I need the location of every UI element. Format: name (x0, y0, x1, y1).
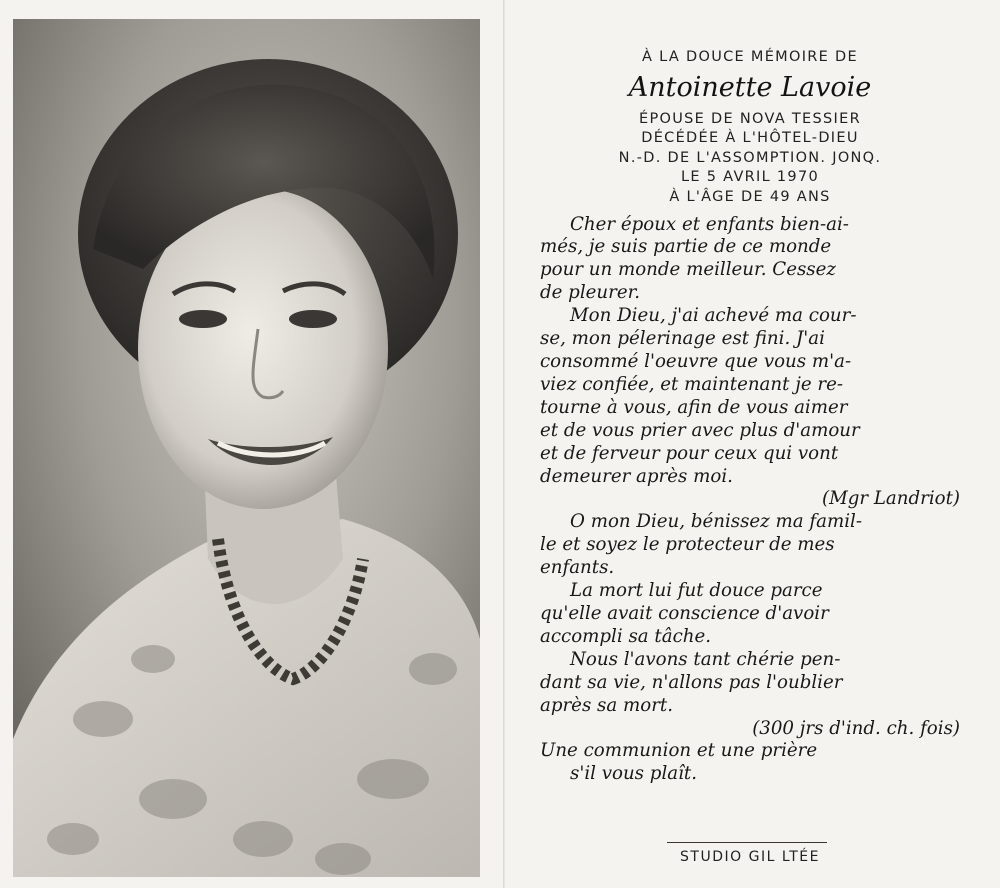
text-line: més, je suis partie de ce monde (540, 236, 832, 258)
text-line: après sa mort. (540, 694, 673, 716)
spouse-line: ÉPOUSE DE NOVA TESSIER (639, 110, 861, 127)
text-line: Nous l'avons tant chérie pen- (570, 648, 841, 670)
text-line: Cher époux et enfants bien-ai- (570, 213, 849, 235)
death-date-line: LE 5 AVRIL 1970 (680, 169, 820, 186)
card-fold (503, 0, 505, 888)
text-line: qu'elle avait conscience d'avoir (540, 602, 829, 624)
age-line: À L'ÂGE DE 49 ANS (669, 188, 831, 205)
studio-credit: STUDIO GIL LTÉE (680, 849, 820, 865)
text-line: s'il vous plaît. (570, 763, 698, 785)
hospital-line: N.-D. DE L'ASSOMPTION. JONQ. (618, 149, 882, 166)
prayer-text (540, 214, 960, 787)
deceased-name: Antoinette Lavoie (628, 71, 872, 103)
text-line: Mon Dieu, j'ai achevé ma cour- (570, 305, 857, 327)
death-place-line: DÉCÉDÉE À L'HÔTEL-DIEU (641, 130, 859, 147)
text-line: et de vous prier avec plus d'amour (540, 419, 860, 441)
dedication-line: À LA DOUCE MÉMOIRE DE (642, 49, 858, 65)
text-line: accompli sa tâche. (540, 625, 712, 647)
text-line: dant sa vie, n'allons pas l'oublier (540, 671, 843, 693)
text-line: Une communion et une prière (540, 740, 818, 762)
portrait-illustration (13, 19, 480, 877)
text-line: demeurer après moi. (540, 465, 733, 487)
text-line: et de ferveur pour ceux qui vont (540, 442, 839, 464)
text-line: de pleurer. (540, 282, 641, 304)
memorial-text-column (540, 48, 960, 786)
attribution-line: (Mgr Landriot) (822, 488, 960, 510)
text-line: enfants. (540, 557, 615, 579)
text-line: consommé l'oeuvre que vous m'a- (540, 351, 852, 372)
portrait-photo (13, 19, 480, 877)
indulgence-line: (300 jrs d'ind. ch. fois) (752, 717, 960, 739)
text-line: O mon Dieu, bénissez ma famil- (570, 511, 863, 533)
text-line: le et soyez le protecteur de mes (540, 534, 835, 556)
text-line: tourne à vous, afin de vous aimer (540, 396, 848, 418)
text-line: La mort lui fut douce parce (570, 580, 823, 602)
footer-rule (667, 842, 827, 843)
text-line: viez confiée, et maintenant je re- (540, 373, 843, 395)
text-line: se, mon pélerinage est fini. J'ai (540, 328, 825, 350)
text-line: pour un monde meilleur. Cessez (540, 259, 836, 281)
